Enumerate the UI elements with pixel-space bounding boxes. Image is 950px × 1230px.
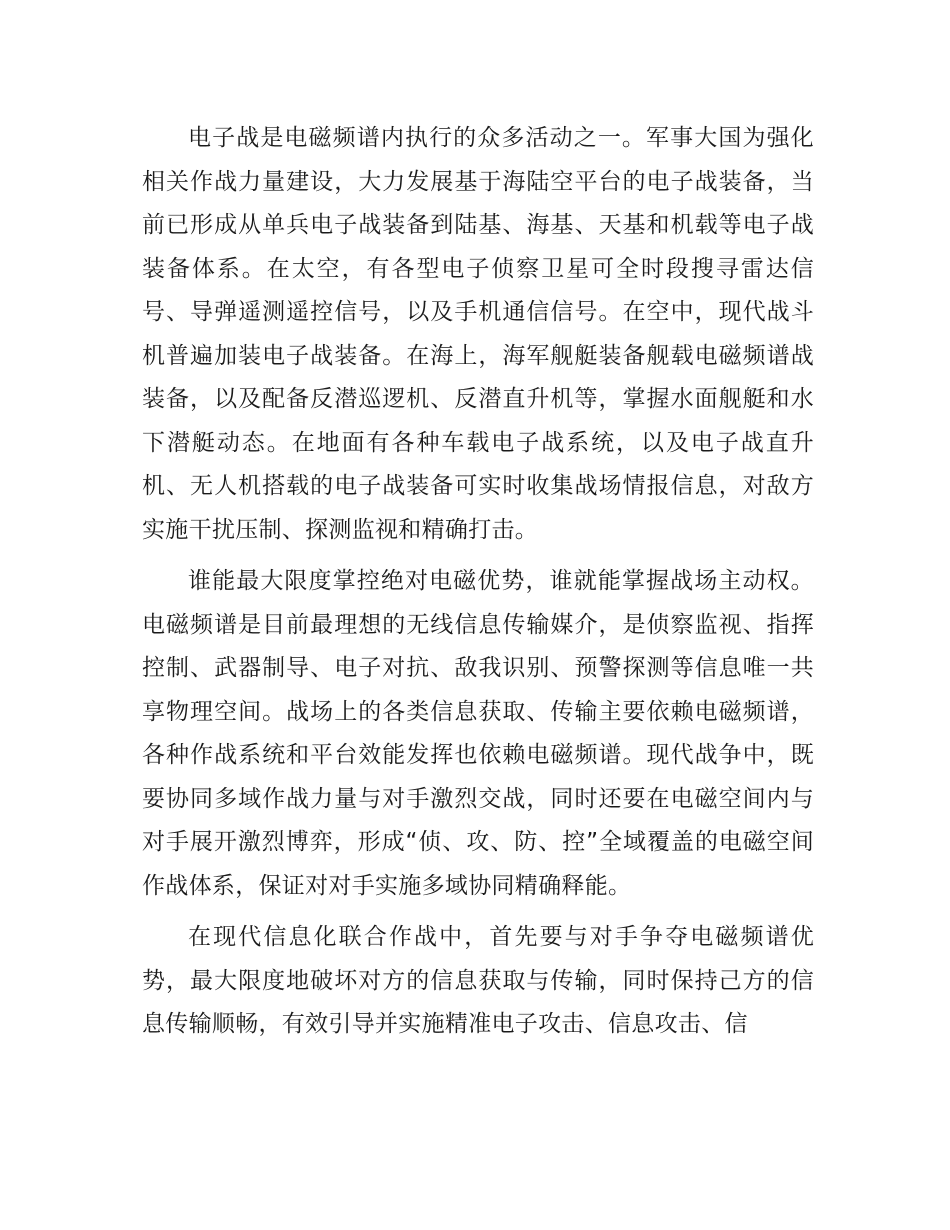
paragraph-2: 谁能最大限度掌控绝对电磁优势，谁就能掌握战场主动权。电磁频谱是目前最理想的无线信息传输媒介，是侦察监视、指挥控制、武器制导、电子对抗、敌我识别、预警探测等信息唯一共享物理空间。战场上的各类信息获取、传输主要依赖电磁频谱，各种作战系统和平台效能发挥也依赖电磁频谱。现代战争中，既要协同多域作战力量与对手激烈交战，同时还要在电磁空间内与对手展开激烈博弈，形成“侦、攻、防、控”全域覆盖的电磁空间作战体系，保证对对手实施多域协同精确释能。: [142, 568, 814, 899]
document-body: [142, 117, 814, 1055]
paragraph-1: 电子战是电磁频谱内执行的众多活动之一。军事大国为强化相关作战力量建设，大力发展基于海陆空平台的电子战装备，当前已形成从单兵电子战装备到陆基、海基、天基和机载等电子战装备体系。在太空，有各型电子侦察卫星可全时段搜寻雷达信号、导弹遥测遥控信号，以及手机通信信号。在空中，现代战斗机普遍加装电子战装备。在海上，海军舰艇装备舰载电磁频谱战装备，以及配备反潜巡逻机、反潜直升机等，掌握水面舰艇和水下潜艇动态。在地面有各种车载电子战系统，以及电子战直升机、无人机搭载的电子战装备可实时收集战场情报信息，对敌方实施干扰压制、探测监视和精确打击。: [142, 125, 814, 543]
paragraph-3: 在现代信息化联合作战中，首先要与对手争夺电磁频谱优势，最大限度地破坏对方的信息获取与传输，同时保持己方的信息传输顺畅，有效引导并实施精准电子攻击、信息攻击、信: [142, 924, 814, 1037]
